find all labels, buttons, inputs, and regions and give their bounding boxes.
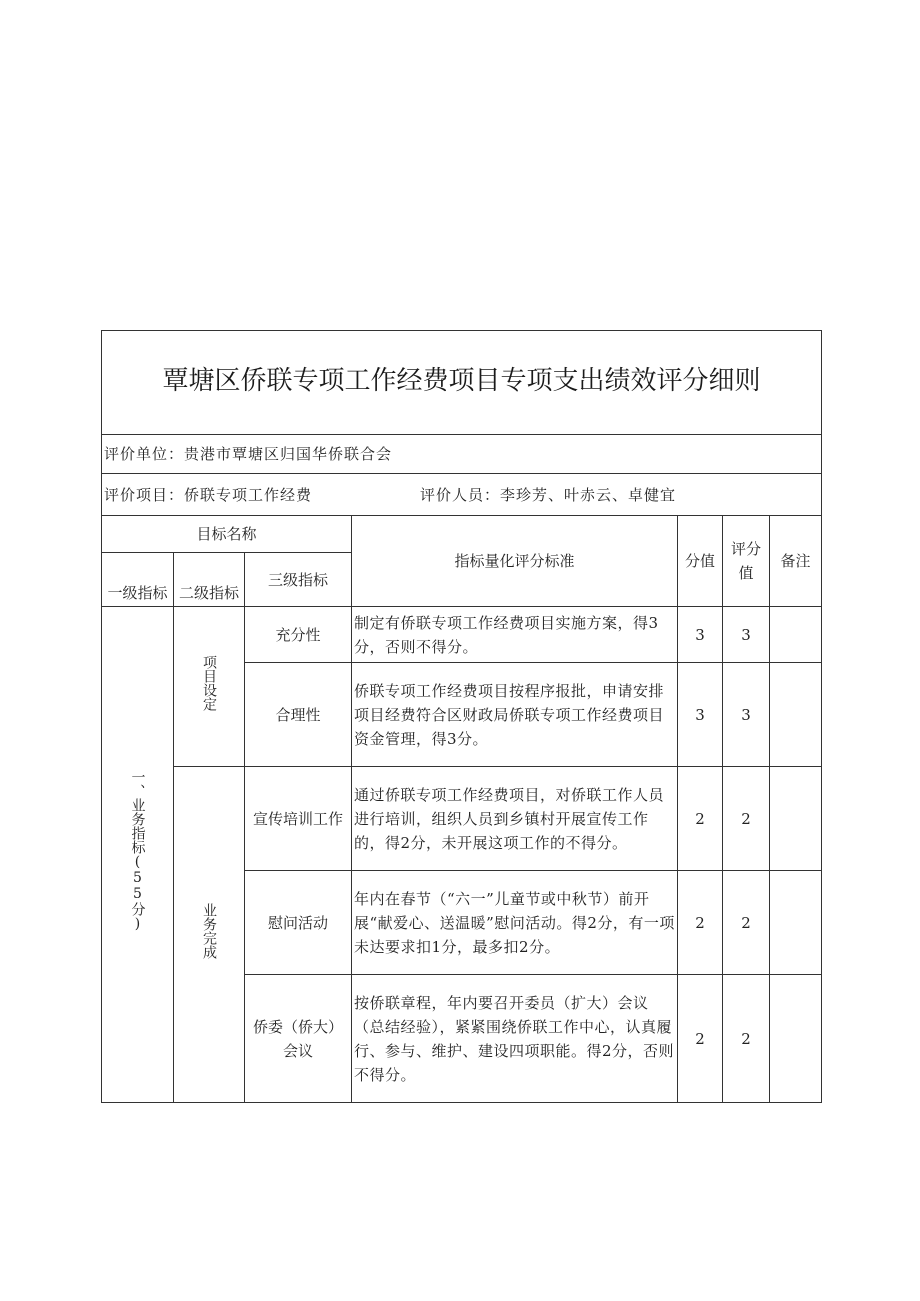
rating-cell: 3 — [723, 607, 770, 663]
header-score: 分值 — [678, 516, 723, 607]
level3-cell: 充分性 — [245, 607, 352, 663]
rating-cell: 3 — [723, 663, 770, 767]
header-rating — [723, 516, 770, 607]
table-row — [102, 607, 822, 663]
evaluation-unit — [102, 435, 822, 474]
score-cell: 2 — [678, 871, 723, 975]
rating-cell: 2 — [723, 767, 770, 871]
level2-label: 项目设定 — [201, 655, 217, 711]
page-title: 覃塘区侨联专项工作经费项目专项支出绩效评分细则 — [162, 366, 761, 396]
title-cell — [102, 331, 822, 435]
level3-cell: 侨委（侨大）会议 — [245, 975, 352, 1103]
header-rating-text: 评分值 — [731, 540, 762, 582]
level1-label: 一、业务指标(55分) — [129, 770, 146, 932]
remark-cell — [770, 607, 822, 663]
evaluation-table — [101, 330, 822, 1103]
level2-cell-2 — [174, 767, 245, 1103]
standard-cell: 年内在春节（“六一”儿童节或中秋节）前开展“献爱心、送温暖”慰问活动。得2分，有一项未达要求扣1分，最多扣2分。 — [352, 871, 678, 975]
rating-cell: 2 — [723, 871, 770, 975]
level3-cell: 宣传培训工作 — [245, 767, 352, 871]
score-sheet — [101, 330, 821, 1105]
evaluation-unit-text: 评价单位：贵港市覃塘区归国华侨联合会 — [104, 445, 393, 463]
remark-cell — [770, 871, 822, 975]
remark-cell — [770, 975, 822, 1103]
header-standard: 指标量化评分标准 — [352, 516, 678, 607]
header-target-name: 目标名称 — [102, 516, 352, 553]
evaluation-project-text: 评价项目：侨联专项工作经费 — [104, 485, 313, 504]
table-row — [102, 767, 822, 871]
standard-cell: 按侨联章程，年内要召开委员（扩大）会议（总结经验），紧紧围绕侨联工作中心，认真履行、参与、维护、建设四项职能。得2分，否则不得分。 — [352, 975, 678, 1103]
level3-cell: 合理性 — [245, 663, 352, 767]
standard-cell: 通过侨联专项工作经费项目，对侨联工作人员进行培训，组织人员到乡镇村开展宣传工作的，得2分，未开展这项工作的不得分。 — [352, 767, 678, 871]
remark-cell — [770, 767, 822, 871]
score-cell: 3 — [678, 663, 723, 767]
score-cell: 2 — [678, 767, 723, 871]
evaluation-project-row — [102, 474, 822, 516]
header-remark: 备注 — [770, 516, 822, 607]
level2-cell-1 — [174, 607, 245, 767]
score-cell: 3 — [678, 607, 723, 663]
rating-cell: 2 — [723, 975, 770, 1103]
header-level2: 二级指标 — [174, 553, 245, 607]
level2-label: 业务完成 — [201, 903, 217, 959]
level1-cell — [102, 607, 174, 1103]
score-cell: 2 — [678, 975, 723, 1103]
header-level1: 一级指标 — [102, 553, 174, 607]
level3-cell: 慰问活动 — [245, 871, 352, 975]
remark-cell — [770, 663, 822, 767]
standard-cell: 制定有侨联专项工作经费项目实施方案，得3分，否则不得分。 — [352, 607, 678, 663]
standard-cell: 侨联专项工作经费项目按程序报批，申请安排项目经费符合区财政局侨联专项工作经费项目资金管理，得3分。 — [352, 663, 678, 767]
header-level3: 三级指标 — [245, 553, 352, 607]
evaluation-people-text: 评价人员：李珍芳、叶赤云、卓健宜 — [420, 485, 677, 504]
